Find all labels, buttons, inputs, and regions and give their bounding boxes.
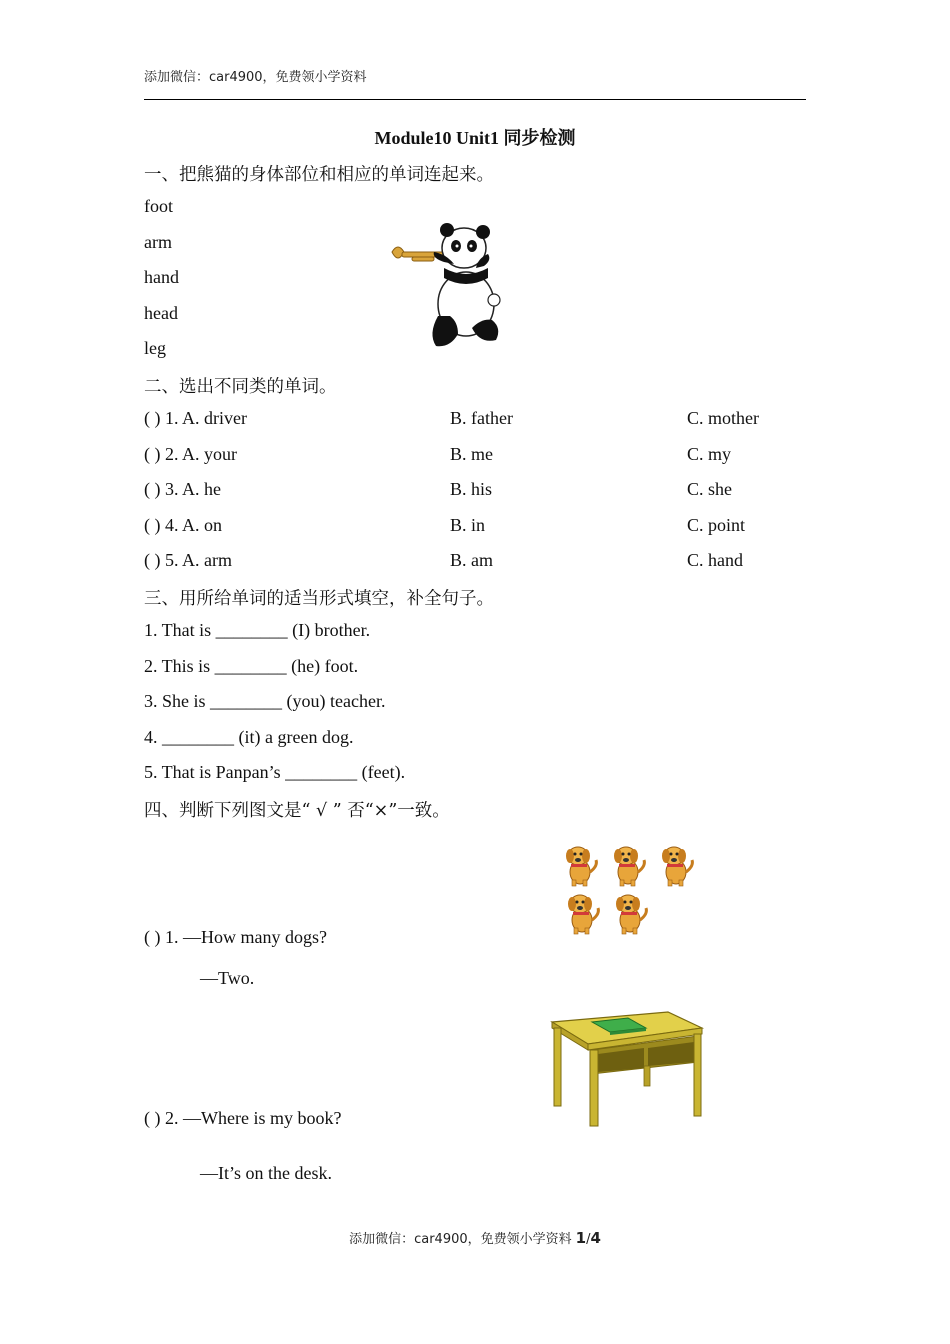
choice-row-a: ( ) 3. A. he [144,479,221,499]
fill-item: 4. ________ (it) a green dog. [144,727,354,747]
word-leg: leg [144,338,166,358]
choice-row-a: ( ) 5. A. arm [144,550,232,570]
desk-with-book-image [548,1008,706,1128]
panda-trumpet-image [388,216,508,354]
word-hand: hand [144,267,179,287]
choice-row-a: ( ) 2. A. your [144,444,237,464]
page-header: 添加微信：car4900，免费领小学资料 [144,70,367,85]
page-total: 4 [590,1229,601,1247]
fill-item: 1. That is ________ (I) brother. [144,620,371,640]
fill-item: 3. She is ________ (you) teacher. [144,691,386,711]
section1-heading: 一、把熊猫的身体部位和相应的单词连起来。 [144,165,494,185]
choice-row-b: B. his [450,479,493,499]
section4-heading: 四、判断下列图文是“ √ ” 否“×”一致。 [144,801,450,821]
fill-item: 5. That is Panpan’s ________ (feet). [144,762,406,782]
header-rule [144,99,806,100]
five-dogs-image [560,840,700,940]
word-head: head [144,303,178,323]
section3-heading: 三、用所给单词的适当形式填空，补全句子。 [144,589,494,609]
word-foot: foot [144,196,173,216]
choice-row-b: B. father [450,408,513,428]
choice-row-a: ( ) 1. A. driver [144,408,247,428]
choice-row-c: C. my [687,444,732,464]
choice-row-a: ( ) 4. A. on [144,515,222,535]
word-arm: arm [144,232,172,252]
fill-item: 2. This is ________ (he) foot. [144,656,359,676]
choice-row-c: C. hand [687,550,743,570]
page-title: Module10 Unit1 同步检测 [374,128,576,148]
choice-row-b: B. am [450,550,493,570]
footer-text: 添加微信：car4900，免费领小学资料 [349,1232,572,1247]
section2-heading: 二、选出不同类的单词。 [144,377,337,397]
judge-question-1: ( ) 1. —How many dogs? [144,927,327,947]
judge-answer-2: —It’s on the desk. [200,1163,332,1183]
judge-question-2: ( ) 2. —Where is my book? [144,1108,342,1128]
choice-row-b: B. in [450,515,486,535]
page-number: 1 [575,1229,587,1247]
choice-row-c: C. mother [687,408,759,428]
judge-answer-1: —Two. [200,968,255,988]
choice-row-c: C. point [687,515,746,535]
page-separator: / [586,1232,591,1247]
choice-row-c: C. she [687,479,732,499]
page-footer [0,1228,950,1247]
choice-row-b: B. me [450,444,493,464]
